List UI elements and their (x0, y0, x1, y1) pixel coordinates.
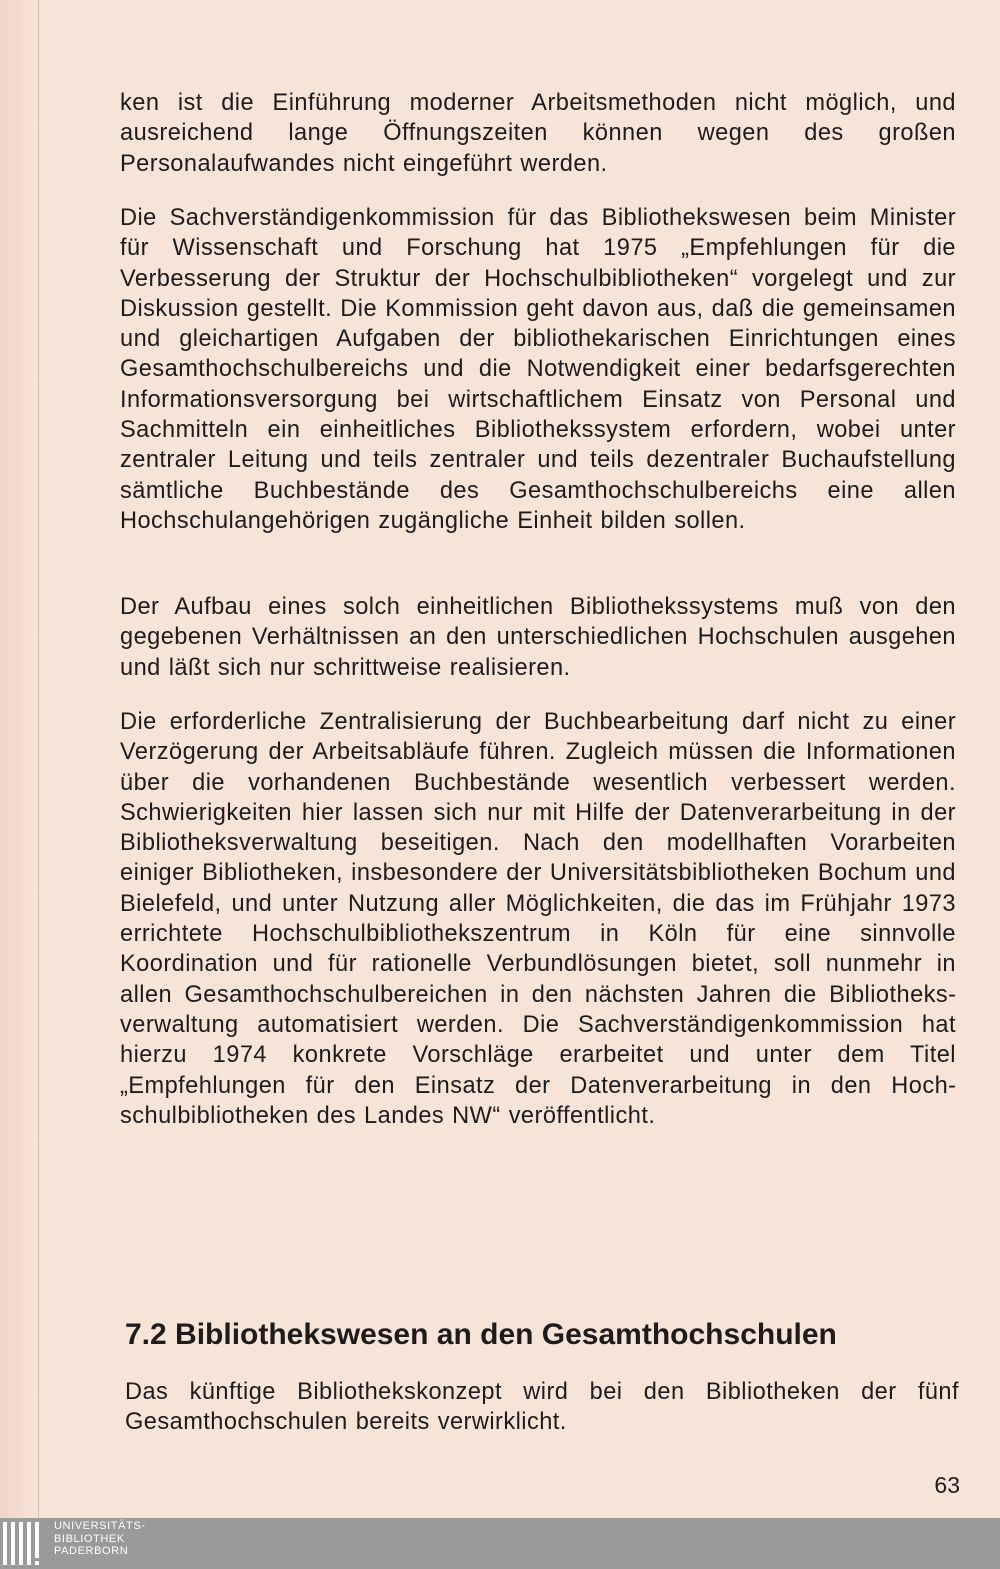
library-logo-icon (2, 1520, 48, 1567)
logo-line-3: PADERBORN (54, 1545, 129, 1557)
library-footer-bar (0, 1518, 1000, 1569)
paragraph-4: Die erforderliche Zentralisierung der Buchbearbeitung darf nicht zu einer Verzögerung der Arbeitsabläufe führen. Zugleich müssen die Informationen über die vorhandenen Buchbestände wesentlich verbessert werden. Schwierigkeiten hier lassen sich nur mit Hilfe der Datenverarbeitung in der Bibliotheksverwaltung beseitigen. Nach den modellhaften Vorarbeiten einiger Bibliotheken, insbesondere der Universitätsbibliotheken Bochum und Bielefeld, und unter Nutzung aller Möglichkeiten, die das im Frühjahr 1973 errichtete Hochschulbibliothekszentrum in Köln für eine sinnvolle Koordination und für rationelle Verbundlösungen bietet, soll nunmehr in allen Gesamthochschulbereichen in den nächsten Jahren die Bibliotheksverwaltung automatisiert werden. Die Sachverständigenkommission hat hierzu 1974 konkrete Vorschläge erarbeitet und unter dem Titel „Empfehlungen für den Einsatz der Datenverarbeitung in den Hochschulbibliotheken des Landes NW“ veröffentlicht. (120, 709, 956, 1129)
page-spine-line (38, 0, 39, 1518)
section-paragraph: Das künftige Bibliothekskonzept wird bei den Bibliotheken der fünf Gesamthochschulen bereits verwirklicht. (125, 1379, 959, 1436)
page-number: 63 (934, 1472, 960, 1498)
paragraph-1: ken ist die Einführung moderner Arbeitsmethoden nicht möglich, und ausreichend lange Öffnungszeiten können wegen des großen Personalaufwandes nicht eingeführt werden. (120, 90, 956, 177)
paragraph-2: Die Sachverständigenkommission für das Bibliothekswesen beim Minister für Wissenschaft und Forschung hat 1975 „Empfehlungen für die Verbesserung der Struktur der Hochschulbibliotheken“ vorgelegt und zur Diskussion gestellt. Die Kommission geht davon aus, daß die gemeinsamen und gleichartigen Aufgaben der bibliothekarischen Einrichtungen eines Gesamthochschulbereichs und die Notwendigkeit einer bedarfsgerechten Informationsversorgung bei wirtschaftlichem Einsatz von Personal und Sachmitteln ein einheitliches Bibliothekssystem erfordern, wobei unter zentraler Leitung und teils zentraler und teils dezentraler Buchaufstellung sämtliche Buchbestände des Gesamthochschulbereichs eine allen Hochschulangehörigen zugängliche Einheit bilden sollen. (120, 205, 956, 534)
section-heading: 7.2 Bibliothekswesen an den Gesamthochschulen (125, 1318, 837, 1351)
logo-line-1: UNIVERSITÄTS- (54, 1520, 146, 1532)
page-spine-shadow (0, 0, 40, 1518)
paragraph-3: Der Aufbau eines solch einheitlichen Bibliothekssystems muß von den gegebenen Verhältnissen an den unterschiedlichen Hochschulen ausgehen und läßt sich nur schrittweise realisieren. (120, 594, 956, 681)
library-logo-text (54, 1520, 146, 1558)
logo-line-2: BIBLIOTHEK (54, 1532, 125, 1545)
